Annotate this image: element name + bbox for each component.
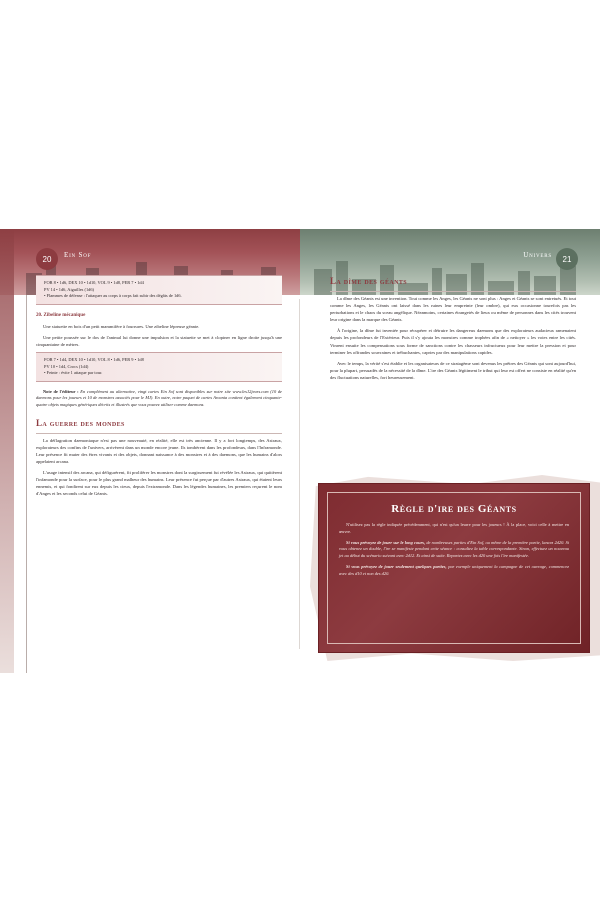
rule-sidebar-paragraph-2 (339, 540, 569, 560)
folio-left: 20 (36, 248, 58, 270)
statblock-2-line-3: • Feinte : évite 1 attaque par tour. (44, 370, 103, 376)
editor-note (36, 389, 282, 409)
rule-sidebar-paragraph-3 (339, 564, 569, 578)
section-title-dime-des-geants: La dîme des géants (330, 275, 576, 292)
folio-right: 21 (556, 248, 578, 270)
statblock-1-line-3: • Flammes de défense : l'attaquer au corps à corps fait subir des dégâts de 1d6. (44, 293, 182, 299)
statblock-1 (36, 275, 282, 305)
section-title-guerre-des-mondes: La guerre des mondes (36, 417, 282, 434)
guerre-paragraph-1: La déflagration daemoniaque n'est pas une nouveauté, en réalité, elle est très ancienne. Il y a fort longtemps, des Astraux, explorateurs des confins de l'univers, arrivèrent dans un monde encore jeune. Ils tombèrent dans les profondeurs, dans l'Inframonde. Leur présence fit muter des êtres vivants et des objets, donnant naissance à des monstres et à des daemons, que les humains d'alors appelaient arcana. (36, 437, 282, 464)
editor-note-label: Note de l'éditeur : (43, 388, 79, 394)
rule-sidebar-title: Règle d'ire des Géants (391, 503, 517, 515)
left-column (36, 275, 282, 501)
editor-note-text: En complément au alternative, vingt cartes Ein Sof sont disponibles sur notre site www.les12jeurs.com (10 de daemons pour les joueurs et 10 de monstres associés pour le MJ). En outre, notre paquet de cartes Arcania contient également cinquante-quatre objets magiques génériques décrits et illustrés que vous pouvez utiliser comme daemons. (36, 388, 283, 407)
right-column (330, 275, 576, 385)
zibeline-paragraph-1: Une statuette en bois d'un petit mammifère à fourrures. Une zibeline lépreuse géante. (43, 323, 200, 329)
page-edge-decoration (0, 229, 14, 673)
rule-sidebar (318, 483, 590, 653)
rule-sidebar-text-2: de nombreuses parties d'Ein Sof, ou même de la première partie, lancez 2d20. Si vous obtenez un double, l'ire se manifeste pendant cette séance : consultez la table correspondante. Sinon, effectuez un nouveau jet au début du scénario suivant avec 2d12. Et ainsi de suite. Repartez avec les d20 une fois l'ire manifestée. (339, 539, 569, 559)
guerre-paragraph-2: L'usage intensif des arcana, qui défigurèrent, fit proliférer les monstres dont la surgissement fut révélée les Astraux, qui quittèrent l'infamonde pour la surface, pour le plus grand malheur des humains. Leur présence fut perçue par d'autres Astraux, qui étaient leurs ennemis, et qui fondirent sur eux depuis les cieux, depuis l'extramonde. Dans les légendes humaines, les premiers reçurent le nom d'Anges et les seconds celui de Géants. (36, 469, 282, 497)
statblock-2 (36, 352, 282, 382)
book-spread (0, 229, 600, 673)
margin-rule (26, 295, 27, 673)
zibeline-paragraph-2: Une petite poussée sur le dos de l'animal lui donne une impulsion et la statuette se met à clopiner en ligne droite jusqu'à une cinquantaine de mètres. (36, 334, 282, 347)
statblock-1-line-2: PV 14 • 1d6, Aiguilles (1d6) (44, 286, 94, 292)
running-head-right: Univers (523, 251, 552, 259)
subheading-zibeline: 20. Zibeline mécanique (36, 312, 86, 318)
statblock-2-line-2: PV 10 • 1d4, Crocs (1d4) (44, 363, 89, 369)
rule-sidebar-text-3: par exemple uniquement la campagne de cet ouvrage, commencez avec des d10 et non des d20. (339, 564, 569, 576)
dime-paragraph-1: La dîme des Géants est une invention. Tout comme les Anges, les Géants ne sont plus : Anges et Géants se sont entretués. Et tout comme les Anges, les Géants ont laissé dans les ruines leur empreinte (leur ombre), qui eux occasionne tourefois pas les perturbations et le chaos du sceau angélique. Néanmoins, certaines étrangetés de lieux ou même de personnes dans les cités trouvent leur origine dans la marque des Géants. (330, 295, 576, 323)
dime-paragraph-2: À l'origine, la dîme fut inventée pour récupérer et détruire les dangereux daemons que des explorateurs audacieux ramenaient depuis les profondeurs de l'Extérieur. Puis il s'y ajouta les monstres comme trophées afin de « nettoyer » les voies entre les cités. Vinrent ensuite les compensations sous forme de sanctions contre les chasseurs infructueux pour leur mettre la pression et pour terminer les offrandes souvraines et trébuchantes, capries par des manipulations capides. (330, 328, 576, 355)
rule-sidebar-lead-3: Si vous prévoyez de jouer seulement quelques parties, (346, 564, 447, 570)
dime-paragraph-3: Avec le temps, la vérité s'est établie et les organisateurs de ce stratagème sont devenus les prêtres des Géants qui sont aujourd'hui, pour la plupart, persuadés de la nécessité de la dîme. L'ire des Géants légitiment le tribut qui leur est offert ne consiste en réalité qu'en des fluctuations naturelles, fort heureusement. (330, 360, 576, 381)
statblock-1-line-1: FOR 8 • 1d6, DEX 10 • 1d10, VOL 9 • 1d8, PER 7 • 1d4 (44, 280, 144, 285)
column-gutter-rule (299, 299, 300, 649)
statblock-2-line-1: FOR 7 • 1d4, DEX 10 • 1d10, VOL 8 • 1d6, PER 9 • 1d8 (44, 356, 144, 362)
rule-sidebar-lead-2: Si vous prévoyez de jouer sur le long cours, (346, 539, 426, 545)
rule-sidebar-inner (327, 492, 581, 644)
rule-sidebar-paragraph-1: N'utilisez pas la règle indiquée précédemment, qui n'est qu'un leurre pour les joueurs ! À la place, voici celle à mettre en œuvre. (339, 522, 569, 534)
running-head-left: Ein Sof (64, 251, 92, 259)
